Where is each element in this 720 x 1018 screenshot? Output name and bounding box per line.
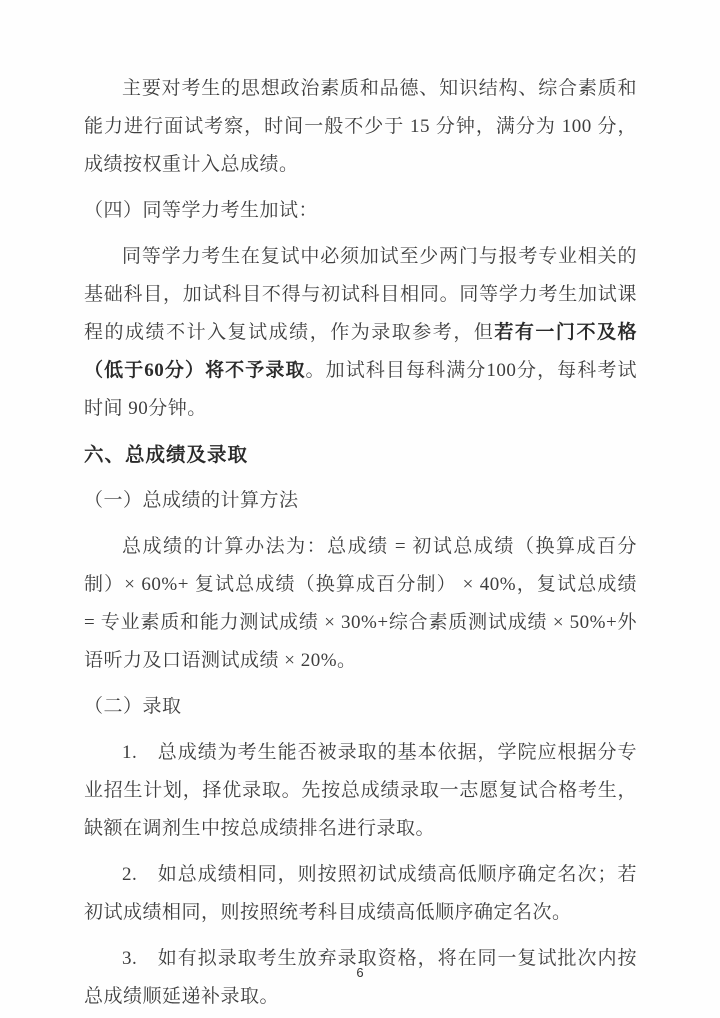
addtest-text-pre: 同等学力考生在复试中必须加试至少两门与报考专业相关的基础科目，加试科目不得与初试科目相同。同等学力考生加试课程的成绩不计入复试成绩，作为录取参考，但 [84,246,637,343]
subheading-calc-method: （一）总成绩的计算方法 [84,490,299,511]
paragraph-calc-formula: 总成绩的计算办法为：总成绩 = 初试总成绩（换算成百分制）× 60%+ 复试总成绩（换算成百分制） × 40%，复试总成绩 = 专业素质和能力测试成绩 × 30%+综合素质测试成绩 × 50%+外语听力及口语测试成绩 × 20%。 [84,536,637,671]
document-content [84,70,637,1018]
paragraph-admission-rule-2: 2. 如总成绩相同，则按照初试成绩高低顺序确定名次；若初试成绩相同，则按照统考科目成绩高低顺序确定名次。 [84,864,637,923]
paragraph-admission-rule-3: 3. 如有拟录取考生放弃录取资格，将在同一复试批次内按总成绩顺延递补录取。 [84,948,637,1007]
paragraph-admission-rule-1: 1. 总成绩为考生能否被录取的基本依据，学院应根据分专业招生计划，择优录取。先按总成绩录取一志愿复试合格考生，缺额在调剂生中按总成绩排名进行录取。 [84,742,637,839]
addtest-text-post: 。加试科目每科满分100分，每科考试时间 90分钟。 [84,360,637,419]
page-number: 6 [356,965,364,980]
subheading-admission: （二）录取 [84,696,182,717]
paragraph-additional-tests [84,238,637,428]
addtest-bold-warning: 若有一门不及格（低于60分）将不予录取 [84,322,637,381]
paragraph-interview-assessment: 主要对考生的思想政治素质和品德、知识结构、综合素质和能力进行面试考察，时间一般不少于 15 分钟，满分为 100 分，成绩按权重计入总成绩。 [84,78,637,175]
page-footer [0,964,720,982]
subheading-equivalent-education-addtest: （四）同等学力考生加试： [84,200,319,221]
section-heading-total-score-admission: 六、总成绩及录取 [84,444,249,466]
